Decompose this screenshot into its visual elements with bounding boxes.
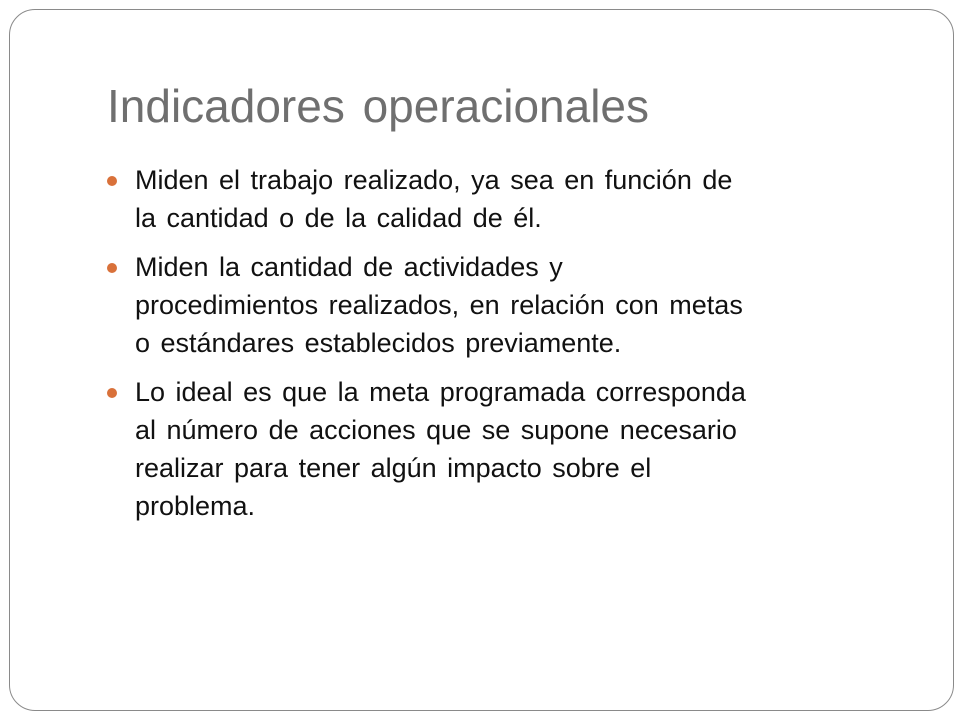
bullet-item [107, 248, 907, 362]
bullet-line: Lo ideal es que la meta programada corresponda [135, 377, 746, 407]
bullet-dot-icon [107, 176, 117, 186]
bullet-item [107, 161, 907, 237]
bullet-line: la cantidad o de la calidad de él. [135, 203, 542, 233]
slide-title: Indicadores operacionales [107, 80, 650, 132]
bullet-item [107, 373, 907, 525]
bullet-dot-icon [107, 388, 117, 398]
bullet-line: problema. [135, 491, 256, 521]
bullet-list [107, 161, 907, 537]
bullet-dot-icon [107, 263, 117, 273]
bullet-line: realizar para tener algún impacto sobre el [135, 453, 652, 483]
bullet-line: Miden la cantidad de actividades y [135, 252, 563, 282]
bullet-line: al número de acciones que se supone necesario [135, 415, 737, 445]
bullet-line: Miden el trabajo realizado, ya sea en función de [135, 165, 733, 195]
bullet-line: procedimientos realizados, en relación con metas [135, 290, 743, 320]
bullet-line: o estándares establecidos previamente. [135, 328, 622, 358]
